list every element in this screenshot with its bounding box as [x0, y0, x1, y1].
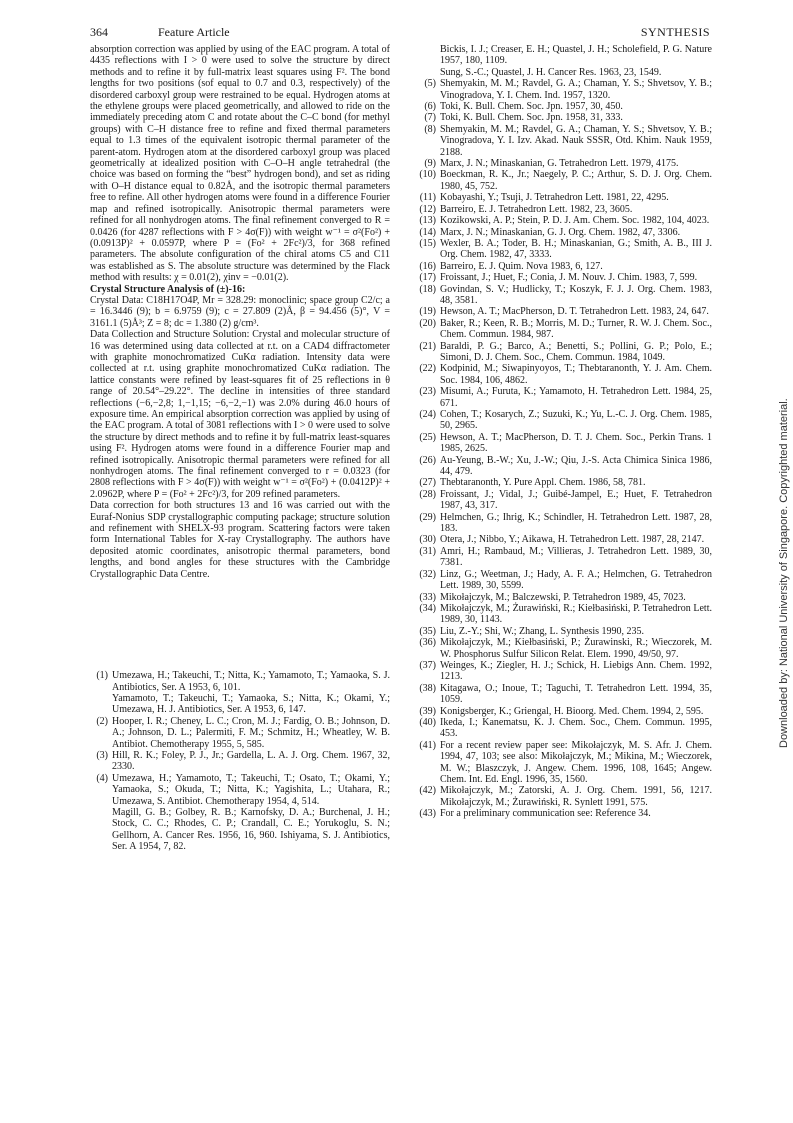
right-column	[418, 44, 712, 820]
reference-item	[418, 112, 712, 123]
paragraph-data-correction: Data correction for both structures 13 and 16 was carried out with the Euraf-Nonius SDP crystallographic computing package; structure solution and refinement with SHELX-93 program. Scattering factors were taken form International Tables for X-ray Crystallography. The authors have deposited atomic coordinates, anisotropic thermal parameters, bond lengths, and bond angles for these structures with the Cambridge Crystallographic Data Centre.	[90, 500, 390, 580]
reference-text: Bickis, I. J.; Creaser, E. H.; Quastel, J. H.; Scholefield, P. G. Nature 1957, 180, 1109.	[440, 44, 712, 67]
reference-item	[418, 432, 712, 455]
reference-item	[418, 158, 712, 169]
reference-number: (42)	[419, 785, 436, 797]
reference-list-right	[418, 44, 712, 820]
reference-number: (11)	[419, 192, 436, 204]
reference-text: Baraldi, P. G.; Barco, A.; Benetti, S.; Pollini, G. P.; Polo, E.; Simoni, D. J. Chem. Soc., Chem. Commun. 1984, 1049.	[440, 340, 712, 363]
reference-number: (22)	[419, 363, 436, 375]
reference-number: (25)	[419, 431, 436, 443]
reference-number: (3)	[96, 749, 108, 761]
reference-number: (40)	[419, 716, 436, 728]
reference-text: Mikołajczyk, M.; Zatorski, A. J. Org. Chem. 1991, 56, 1217. Mikołajczyk, M.; Żurawiński, R. Synlett 1991, 575.	[440, 785, 712, 808]
reference-item	[418, 637, 712, 660]
reference-text: Barreiro, E. J. Tetrahedron Lett. 1982, 23, 3605.	[440, 203, 633, 215]
reference-number: (20)	[419, 317, 436, 329]
reference-item	[418, 363, 712, 386]
reference-item	[418, 512, 712, 535]
section-label: Feature Article	[158, 25, 230, 39]
reference-number: (21)	[419, 340, 436, 352]
reference-item	[418, 238, 712, 261]
reference-number: (8)	[424, 123, 436, 135]
reference-item	[418, 227, 712, 238]
reference-text: Cohen, T.; Kosarych, Z.; Suzuki, K.; Yu, L.-C. J. Org. Chem. 1985, 50, 2965.	[440, 409, 712, 432]
reference-text: Toki, K. Bull. Chem. Soc. Jpn. 1958, 31, 333.	[440, 112, 623, 124]
reference-text: Amri, H.; Rambaud, M.; Villieras, J. Tetrahedron Lett. 1989, 30, 7381.	[440, 545, 712, 569]
reference-number: (34)	[419, 602, 436, 614]
reference-list-left	[90, 670, 390, 853]
reference-number: (26)	[419, 454, 436, 466]
reference-number: (6)	[424, 101, 436, 113]
reference-text: Mikołajczyk, M.; Kiełbasiński, P.; Żurawinski, R.; Wieczorek, M. W. Phosphorus Sulfur Silicon Relat. Elem. 1990, 49/50, 97.	[440, 637, 712, 660]
reference-number: (24)	[419, 409, 436, 420]
reference-number: (31)	[419, 545, 436, 557]
reference-item	[418, 101, 712, 112]
reference-text: Umezawa, H.; Yamamoto, T.; Takeuchi, T.; Osato, T.; Okami, Y.; Yamaoka, S.; Okuda, T.; Nitta, K.; Yagishita, L.; Utahara, R.; Umezawa, S. Antibiot. Chemotherapy 1954, 4, 514.	[112, 772, 390, 807]
reference-text: Misumi, A.; Furuta, K.; Yamamoto, H. Tetrahedron Lett. 1984, 25, 671.	[440, 386, 712, 409]
page-number: 364	[90, 25, 108, 39]
reference-number: (36)	[419, 637, 436, 649]
reference-number: (28)	[419, 488, 436, 500]
reference-text: Helmchen, G.; Ihrig, K.; Schindler, H. Tetrahedron Lett. 1987, 28, 183.	[440, 511, 712, 535]
reference-text: Barreiro, E. J. Quim. Nova 1983, 6, 127.	[440, 260, 603, 272]
reference-continuation: Magill, G. B.; Golbey, R. B.; Karnofsky, D. A.; Burchenal, J. H.; Stock, C. C.; Rhodes, C. P.; Crandall, C. E.; Yorukoglu, S. N.; Gellhorn, A. Cancer Res. 1956, 16, 960. Ishiyama, S. J. Antibiotics, Ser. A 1954, 7, 82.	[112, 806, 390, 853]
reference-item	[418, 706, 712, 717]
body-text	[90, 44, 390, 580]
reference-number: (9)	[424, 158, 436, 170]
reference-text: Mikołajczyk, M.; Balczewski, P. Tetrahedron 1989, 45, 7023.	[440, 591, 686, 603]
reference-item	[90, 670, 390, 716]
reference-item	[90, 773, 390, 853]
reference-number: (35)	[419, 625, 436, 637]
reference-text: Kobayashi, Y.; Tsuji, J. Tetrahedron Lett. 1981, 22, 4295.	[440, 192, 669, 204]
reference-number: (32)	[419, 568, 436, 580]
reference-item	[418, 592, 712, 603]
reference-text: Froissant, J.; Huet, F.; Conia, J. M. Nouv. J. Chim. 1983, 7, 599.	[440, 272, 698, 284]
reference-text: Thebtaranonth, Y. Pure Appl. Chem. 1986, 58, 781.	[440, 477, 646, 489]
reference-text: Hewson, A. T.; MacPherson, D. T. J. Chem. Soc., Perkin Trans. 1 1985, 2625.	[440, 431, 712, 455]
reference-item	[418, 44, 712, 78]
reference-number: (13)	[419, 215, 436, 227]
reference-item	[418, 785, 712, 808]
paragraph-crystal-data: Crystal Data: C18H17O4P, Mr = 328.29: monoclinic; space group C2/c; a = 16.3446 (9); b = 6.9759 (9); c = 27.809 (2)Å, β = 94.456 (5)°, V = 3161.1 (5)Å³; Z = 8; dc = 1.380 (2) g/cm³.	[90, 294, 390, 329]
reference-number: (12)	[419, 203, 436, 215]
section-heading-crystal-16: Crystal Structure Analysis of (±)-16:	[90, 283, 246, 295]
reference-text: For a recent review paper see: Mikołajczyk, M. S. Afr. J. Chem. 1994, 47, 103; see also: Mikołajczyk, M.; Mikina, M.; Wieczorek, M. W.; Blaszczyk, J. Angew. Chem. 1996, 108, 1645; Angew. Chem. Int. Ed. Engl. 1996, 35, 1560.	[440, 739, 712, 785]
reference-item	[418, 169, 712, 192]
reference-item	[418, 215, 712, 226]
reference-text: Froissant, J.; Vidal, J.; Guibé-Jampel, E.; Huet, F. Tetrahedron 1987, 43, 317.	[440, 488, 712, 512]
reference-item	[418, 78, 712, 101]
reference-item	[418, 546, 712, 569]
download-notice: Downloaded by: National University of Singapore. Copyrighted material.	[778, 398, 790, 748]
reference-text: Govindan, S. V.; Hudlicky, T.; Koszyk, F. J. J. Org. Chem. 1983, 48, 3581.	[440, 283, 712, 306]
reference-number: (5)	[424, 78, 436, 90]
reference-item	[418, 477, 712, 488]
reference-item	[418, 409, 712, 432]
reference-text: Marx, J. N.; Minaskanian, G. J. Org. Chem. 1982, 47, 3306.	[440, 226, 681, 238]
reference-item	[418, 717, 712, 740]
reference-number: (16)	[419, 260, 436, 272]
journal-name: SYNTHESIS	[640, 25, 710, 39]
column-gap	[90, 580, 390, 670]
reference-number: (14)	[419, 226, 436, 238]
reference-text: Linz, G.; Weetman, J.; Hady, A. F. A.; Helmchen, G. Tetrahedron Lett. 1989, 30, 5599.	[440, 568, 712, 592]
reference-item	[90, 716, 390, 750]
reference-number: (19)	[419, 306, 436, 318]
reference-number: (23)	[419, 386, 436, 398]
reference-number: (4)	[96, 772, 108, 784]
reference-number: (30)	[419, 534, 436, 546]
reference-text: Au-Yeung, B.-W.; Xu, J.-W.; Qiu, J.-S. Acta Chimica Sinica 1986, 44, 479.	[440, 454, 712, 478]
reference-text: Mikołajczyk, M.; Żurawiński, R.; Kiełbasiński, P. Tetrahedron Lett. 1989, 30, 1143.	[440, 602, 712, 626]
reference-number: (18)	[419, 283, 436, 295]
reference-text: Boeckman, R. K., Jr.; Naegely, P. C.; Arthur, S. D. J. Org. Chem. 1980, 45, 752.	[440, 169, 712, 192]
reference-item	[418, 272, 712, 283]
reference-item	[418, 261, 712, 272]
reference-text: Hill, R. K.; Foley, P. J., Jr.; Gardella, L. A. J. Org. Chem. 1967, 32, 2330.	[112, 749, 390, 773]
reference-number: (33)	[419, 591, 436, 603]
reference-item	[418, 534, 712, 545]
reference-number: (38)	[419, 682, 436, 694]
paragraph-absorption: absorption correction was applied by using of the EAC program. A total of 4435 reflections with I > 0 were used to solve the structure by direct methods and to refine it by full-matrix least squares using F². The bond lengths for two positions (sof equal to 0.7 and 0.3, respectively) of the disordered carboxyl group were restrained to be equal. Hydrogen atoms at the ethylene groups were placed geometrically, and allowed to ride on the immediately preceding atom C and rotate about the C–C bond (for methyl groups) with C–H distance free to refine and fixed thermal parameters equal to 1.3 times of the equivalent isotropic thermal parameter of the parent-atom. Hydrogen atom at the disordered carboxyl group was placed geometrically at idealized position with C–O–H angle tetrahedral (the choice was based on forming the “best” hydrogen bond), and set as riding with O–H distance equal to 0.82Å, and the isotropic thermal parameters free to refine. All other hydrogen atoms were found in a difference Fourier map and refined isotropically. Anisotropic thermal parameters were refined for all nonhydrogen atoms. The final refinement converged to R = 0.0426 (for 4287 reflections with F > 4σ(F)) with weight w⁻¹ = σ²(Fo²) + (0.0913P)² + 0.0597P, where P = (Fo² + 2Fc²)/3, for 368 refined parameters. The absolute configuration of the chiral atoms C5 and C11 was established as S. The absolute structure was determined by the Flack method with results: χ = 0.01(2), χinv = −0.01(2).	[90, 44, 390, 284]
reference-text: Marx, J. N.; Minaskanian, G. Tetrahedron Lett. 1979, 4175.	[440, 158, 679, 170]
reference-item	[90, 750, 390, 773]
reference-text: Konigsberger, K.; Griengal, H. Bioorg. Med. Chem. 1994, 2, 595.	[440, 705, 704, 717]
reference-text: Otera, J.; Nibbo, Y.; Aikawa, H. Tetrahedron Lett. 1987, 28, 2147.	[440, 534, 705, 546]
reference-number: (7)	[424, 112, 436, 124]
reference-text: Liu, Z.-Y.; Shi, W.; Zhang, L. Synthesis 1990, 235.	[440, 625, 644, 637]
reference-item	[418, 318, 712, 341]
reference-item	[418, 569, 712, 592]
reference-item	[418, 192, 712, 203]
reference-item	[418, 204, 712, 215]
reference-text: Baker, R.; Keen, R. B.; Morris, M. D.; Turner, R. W. J. Chem. Soc., Chem. Commun. 1984, 987.	[440, 317, 712, 341]
reference-text: Toki, K. Bull. Chem. Soc. Jpn. 1957, 30, 450.	[440, 101, 623, 113]
reference-text: Ikeda, I.; Kanematsu, K. J. Chem. Soc., Chem. Commun. 1995, 453.	[440, 716, 712, 740]
reference-text: Wexler, B. A.; Toder, B. H.; Minaskanian, G.; Smith, A. B., III J. Org. Chem. 1982, 47, 3333.	[440, 237, 712, 261]
reference-text: Shemyakin, M. M.; Ravdel, G. A.; Chaman, Y. S.; Shvetsov, Y. B.; Vinogradova, Y. I. Izv. Akad. Nauk SSSR, Otd. Khim. Nauk 1959, 2188.	[440, 123, 712, 158]
reference-number: (27)	[419, 477, 436, 489]
left-column	[90, 44, 390, 853]
reference-text: Kitagawa, O.; Inoue, T.; Taguchi, T. Tetrahedron Lett. 1994, 35, 1059.	[440, 682, 712, 706]
reference-text: For a preliminary communication see: Reference 34.	[440, 808, 651, 820]
page-header	[90, 24, 710, 40]
reference-number: (39)	[419, 705, 436, 717]
reference-number: (29)	[419, 511, 436, 523]
reference-item	[418, 489, 712, 512]
reference-text: Kodpinid, M.; Siwapinyoyos, T.; Thebtaranonth, Y. J. Am. Chem. Soc. 1984, 106, 4862.	[440, 363, 712, 386]
reference-continuation: Sung, S.-C.; Quastel, J. H. Cancer Res. 1963, 23, 1549.	[440, 66, 662, 78]
reference-item	[418, 124, 712, 158]
reference-number: (43)	[419, 808, 436, 820]
reference-item	[418, 341, 712, 364]
reference-item	[418, 626, 712, 637]
reference-text: Shemyakin, M. M.; Ravdel, G. A.; Chaman, Y. S.; Shvetsov, Y. B.; Vinogradova, Y. I. Chem. Ind. 1957, 1320.	[440, 78, 712, 101]
reference-item	[418, 683, 712, 706]
reference-item	[418, 284, 712, 307]
reference-text: Weinges, K.; Ziegler, H. J.; Schick, H. Liebigs Ann. Chem. 1992, 1213.	[440, 659, 712, 683]
reference-number: (41)	[419, 739, 436, 751]
reference-item	[418, 455, 712, 478]
reference-item	[418, 660, 712, 683]
reference-item	[418, 740, 712, 786]
reference-number: (15)	[419, 237, 436, 249]
reference-number: (2)	[96, 715, 108, 727]
reference-number: (17)	[419, 272, 436, 284]
reference-item	[418, 386, 712, 409]
reference-number: (37)	[419, 659, 436, 671]
paragraph-data-collection: Data Collection and Structure Solution: Crystal and molecular structure of 16 was determined using data collected at r.t. on a CAD4 diffractometer with graphite monochromatized CuKα radiation. Intensity data were collected at r.t. using graphite monochromatized CuKα radiation. The lattice constants were refined by least-squares fit of 25 reflections in θ range of 20.54°–29.22°. The decline in intensities of three standard reflections (−6,−2,8; 1,−1,15; −6,−2,−1) was 2.0% during 46.0 hours of exposure time. An empirical absorption correction was applied by using of the EAC program. A total of 3081 reflections with I > 0 were used to solve the structure by direct methods and to refine it by full-matrix least-squares using F². Hydrogen atoms were found in a difference Fourier map and refined isotropically. Anisotropic thermal parameters were refined for all nonhydrogen atoms. The final refinement converged to r = 0.0323 (for 2808 reflections with F > 4σ(F)) with weight w⁻¹ = σ²(Fo²) + (0.0412P)² + 2.0962P, where P = (Fo² + 2Fc²)/3, for 209 refined parameters.	[90, 329, 390, 500]
reference-number: (1)	[96, 670, 108, 682]
reference-item	[418, 808, 712, 819]
reference-number: (10)	[419, 169, 436, 181]
reference-text: Hewson, A. T.; MacPherson, D. T. Tetrahedron Lett. 1983, 24, 647.	[440, 306, 709, 318]
reference-continuation: Yamamoto, T.; Takeuchi, T.; Yamaoka, S.; Nitta, K.; Okami, Y.; Umezawa, H. J. Antibiotics, Ser. A 1953, 6, 147.	[112, 692, 390, 716]
reference-text: Hooper, I. R.; Cheney, L. C.; Cron, M. J.; Fardig, O. B.; Johnson, D. A.; Johnson, D. L.; Palermiti, F. M.; Schmitz, H.; Wheatley, W. B. Antibiot. Chemotherapy 1955, 5, 585.	[112, 715, 390, 750]
reference-item	[418, 306, 712, 317]
reference-item	[418, 603, 712, 626]
reference-text: Umezawa, H.; Takeuchi, T.; Nitta, K.; Yamamoto, T.; Yamaoka, S. J. Antibiotics, Ser. A 1953, 6, 101.	[112, 670, 390, 693]
reference-text: Kozikowski, A. P.; Stein, P. D. J. Am. Chem. Soc. 1982, 104, 4023.	[440, 215, 710, 227]
